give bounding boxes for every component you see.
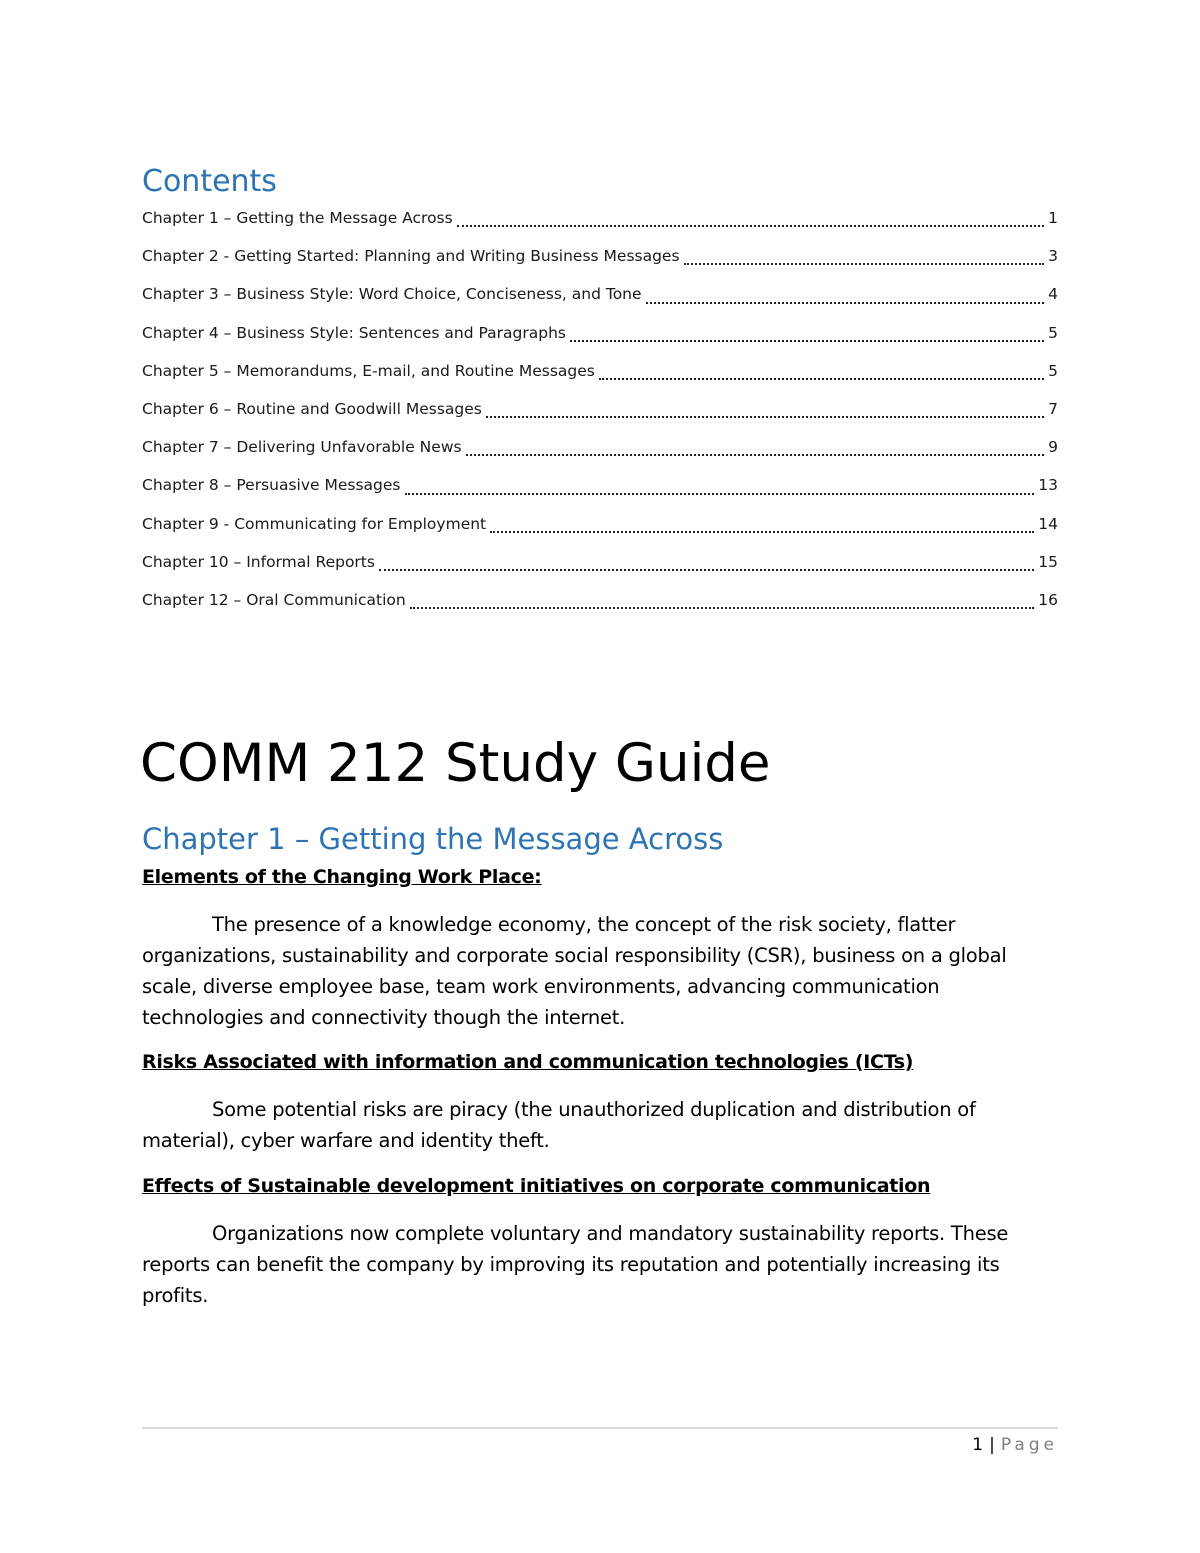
toc-entry-page: 14 <box>1038 514 1058 533</box>
toc-leader-dots <box>570 340 1044 342</box>
toc-entry-page: 3 <box>1048 247 1058 266</box>
toc-entry-title: Chapter 2 - Getting Started: Planning and Writing Business Messages <box>142 247 680 266</box>
footer-divider <box>142 1427 1058 1429</box>
section-sustainability-effects <box>142 1172 1062 1311</box>
section-workplace-elements <box>142 863 1062 1033</box>
toc-entry-chapter-7[interactable] <box>142 432 1058 470</box>
toc-entry-title: Chapter 8 – Persuasive Messages <box>142 476 401 495</box>
toc-leader-dots <box>379 569 1034 571</box>
section-body: The presence of a knowledge economy, the concept of the risk society, flatter organizations, sustainability and corporate social responsibility (CSR), business on a global scale, diverse employee base, team work environments, advancing communication technologies and connectivity though the internet. <box>142 913 1007 1029</box>
toc-heading: Contents <box>142 164 277 199</box>
toc-entry-page: 5 <box>1048 361 1058 380</box>
footer-page-number: 1 <box>972 1435 984 1455</box>
toc-leader-dots <box>490 531 1034 533</box>
toc-entry-chapter-3[interactable] <box>142 279 1058 317</box>
toc-leader-dots <box>405 493 1035 495</box>
toc-entry-title: Chapter 1 – Getting the Message Across <box>142 209 453 227</box>
toc-leader-dots <box>486 416 1044 418</box>
footer-page-label: Page <box>1000 1435 1058 1455</box>
section-body: Some potential risks are piracy (the unauthorized duplication and distribution of material), cyber warfare and identity theft. <box>142 1098 976 1152</box>
table-of-contents <box>142 203 1058 623</box>
toc-entry-title: Chapter 6 – Routine and Goodwill Messages <box>142 399 482 418</box>
document-title: COMM 212 Study Guide <box>140 733 771 794</box>
toc-entry-title: Chapter 12 – Oral Communication <box>142 590 406 609</box>
page-footer <box>972 1432 1058 1458</box>
toc-leader-dots <box>684 263 1045 265</box>
toc-entry-title: Chapter 5 – Memorandums, E-mail, and Routine Messages <box>142 361 595 380</box>
section-heading: Effects of Sustainable development initiatives on corporate communication <box>142 1175 931 1197</box>
toc-entry-chapter-1[interactable] <box>142 203 1058 241</box>
toc-entry-page: 16 <box>1038 590 1058 609</box>
toc-entry-chapter-4[interactable] <box>142 318 1058 356</box>
toc-leader-dots <box>457 225 1044 227</box>
toc-entry-title: Chapter 10 – Informal Reports <box>142 552 375 571</box>
toc-entry-chapter-6[interactable] <box>142 394 1058 432</box>
section-body: Organizations now complete voluntary and mandatory sustainability reports. These reports can benefit the company by improving its reputation and potentially increasing its profits. <box>142 1222 1009 1307</box>
toc-entry-title: Chapter 9 - Communicating for Employment <box>142 514 487 533</box>
toc-entry-title: Chapter 4 – Business Style: Sentences and Paragraphs <box>142 323 566 342</box>
toc-leader-dots <box>466 454 1045 456</box>
toc-entry-page: 9 <box>1048 438 1058 457</box>
toc-leader-dots <box>646 302 1045 304</box>
toc-entry-page: 15 <box>1038 552 1058 571</box>
toc-entry-chapter-9[interactable] <box>142 509 1058 547</box>
toc-entry-chapter-8[interactable] <box>142 470 1058 508</box>
section-heading: Elements of the Changing Work Place: <box>142 866 542 888</box>
toc-leader-dots <box>410 607 1035 609</box>
footer-separator: | <box>989 1435 995 1455</box>
toc-entry-title: Chapter 7 – Delivering Unfavorable News <box>142 438 462 457</box>
toc-leader-dots <box>599 378 1044 380</box>
toc-entry-page: 5 <box>1048 323 1058 342</box>
section-heading: Risks Associated with information and communication technologies (ICTs) <box>142 1051 914 1073</box>
toc-entry-chapter-10[interactable] <box>142 547 1058 585</box>
toc-entry-page: 7 <box>1048 399 1058 418</box>
toc-entry-chapter-2[interactable] <box>142 241 1058 279</box>
toc-entry-chapter-5[interactable] <box>142 356 1058 394</box>
toc-entry-page: 4 <box>1048 285 1058 304</box>
toc-entry-page: 13 <box>1038 476 1058 495</box>
toc-entry-chapter-12[interactable] <box>142 585 1058 623</box>
toc-entry-title: Chapter 3 – Business Style: Word Choice, Conciseness, and Tone <box>142 285 642 304</box>
chapter-heading: Chapter 1 – Getting the Message Across <box>142 822 724 856</box>
toc-entry-page: 1 <box>1048 209 1058 227</box>
section-ict-risks <box>142 1048 1062 1156</box>
